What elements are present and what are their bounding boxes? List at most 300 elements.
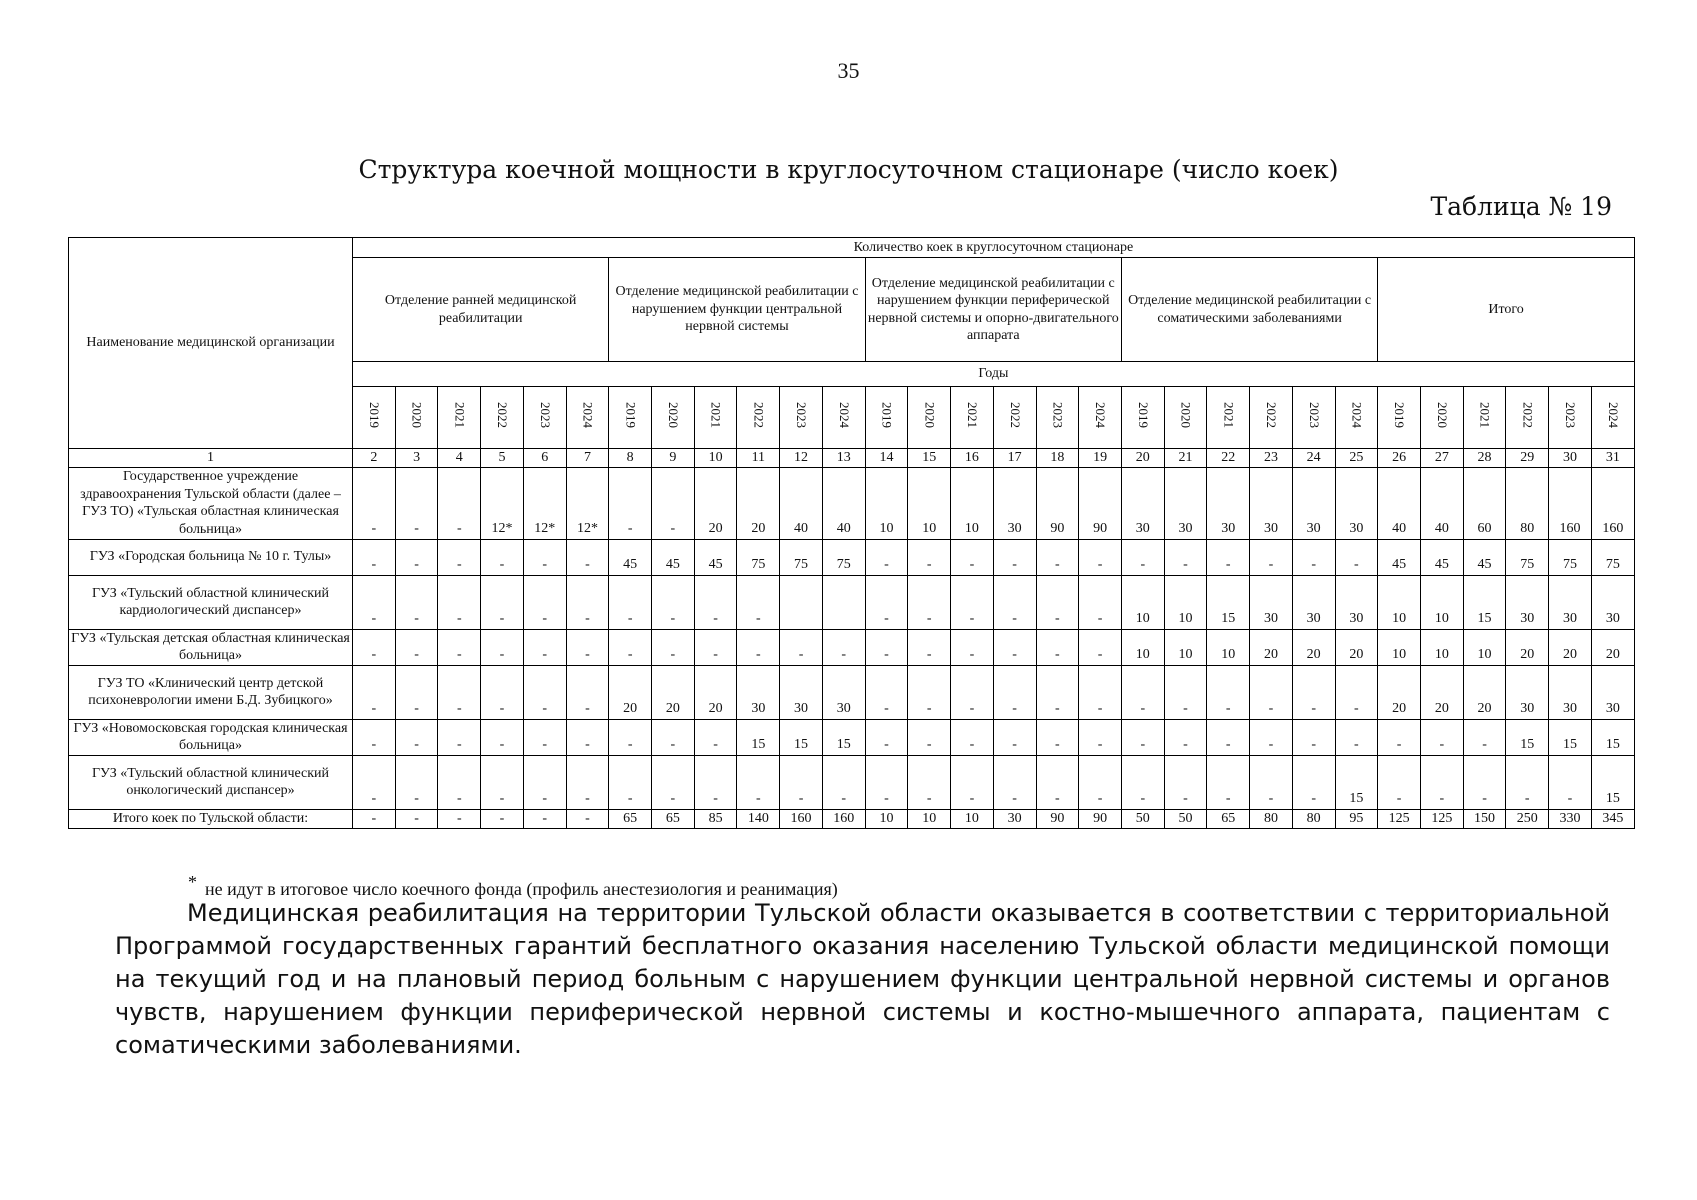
year-header <box>1378 387 1421 449</box>
bed-count: 160 <box>780 809 823 829</box>
bed-count: - <box>481 809 524 829</box>
bed-count: 10 <box>1121 629 1164 665</box>
bed-count: - <box>609 575 652 629</box>
bed-count: - <box>1463 719 1506 755</box>
bed-count: 10 <box>1121 575 1164 629</box>
bed-count: 30 <box>1207 467 1250 539</box>
bed-count: 15 <box>1463 575 1506 629</box>
beds-table <box>68 237 1635 829</box>
bed-count: - <box>353 575 396 629</box>
bed-count: - <box>652 467 695 539</box>
bed-count: 65 <box>1207 809 1250 829</box>
column-number: 27 <box>1420 449 1463 468</box>
bed-count: 80 <box>1250 809 1293 829</box>
bed-count: - <box>1164 755 1207 809</box>
year-label: 2022 <box>1007 401 1023 428</box>
column-number: 21 <box>1164 449 1207 468</box>
column-number: 28 <box>1463 449 1506 468</box>
bed-count: - <box>652 575 695 629</box>
year-header <box>1591 387 1634 449</box>
bed-count: - <box>566 539 609 575</box>
bed-count: 20 <box>1378 665 1421 719</box>
top-header: Количество коек в круглосуточном стационаре <box>353 238 1635 258</box>
column-number: 24 <box>1292 449 1335 468</box>
bed-count: 30 <box>1335 575 1378 629</box>
bed-count: 20 <box>1420 665 1463 719</box>
bed-count: 20 <box>694 665 737 719</box>
year-header <box>1207 387 1250 449</box>
bed-count: - <box>908 755 951 809</box>
bed-count: - <box>566 629 609 665</box>
year-header <box>1250 387 1293 449</box>
year-label: 2020 <box>922 401 938 428</box>
column-number: 30 <box>1549 449 1592 468</box>
bed-count: 90 <box>1079 467 1122 539</box>
bed-count: 15 <box>1207 575 1250 629</box>
table-row <box>69 575 1635 629</box>
bed-count: - <box>780 629 823 665</box>
year-header <box>353 387 396 449</box>
column-number: 5 <box>481 449 524 468</box>
bed-count: 30 <box>1591 575 1634 629</box>
bed-count: - <box>865 575 908 629</box>
column-number: 11 <box>737 449 780 468</box>
bed-count: 10 <box>1420 629 1463 665</box>
year-label: 2019 <box>1392 401 1408 428</box>
bed-count: - <box>1250 755 1293 809</box>
bed-count: 65 <box>652 809 695 829</box>
bed-count: 40 <box>1420 467 1463 539</box>
bed-count <box>822 575 865 629</box>
table-row <box>69 755 1635 809</box>
bed-count: 30 <box>737 665 780 719</box>
column-number: 31 <box>1591 449 1634 468</box>
bed-count: 10 <box>908 467 951 539</box>
bed-count: - <box>523 719 566 755</box>
column-number: 4 <box>438 449 481 468</box>
bed-count: - <box>951 719 994 755</box>
bed-count: - <box>951 629 994 665</box>
bed-count: - <box>1420 755 1463 809</box>
bed-count: 10 <box>865 809 908 829</box>
bed-count: - <box>1079 665 1122 719</box>
bed-count: - <box>1079 629 1122 665</box>
bed-count <box>780 575 823 629</box>
footnote-mark: * <box>188 872 197 892</box>
bed-count: - <box>1036 539 1079 575</box>
bed-count: 75 <box>737 539 780 575</box>
column-number: 13 <box>822 449 865 468</box>
year-label: 2020 <box>1178 401 1194 428</box>
bed-count: - <box>1121 539 1164 575</box>
org-name: Государственное учреждение здравоохранения Тульской области (далее – ГУЗ ТО) «Тульская областная клиническая больница» <box>69 467 353 539</box>
bed-count: 10 <box>951 809 994 829</box>
bed-count: - <box>1036 629 1079 665</box>
bed-count: 40 <box>1378 467 1421 539</box>
group-header: Отделение ранней медицинской реабилитации <box>353 258 609 362</box>
year-header <box>865 387 908 449</box>
bed-count: 75 <box>780 539 823 575</box>
bed-count: 75 <box>1591 539 1634 575</box>
group-header: Итого <box>1378 258 1635 362</box>
year-header <box>951 387 994 449</box>
bed-count: 20 <box>1463 665 1506 719</box>
bed-count: 80 <box>1292 809 1335 829</box>
org-name: ГУЗ «Тульский областной клинический онкологический диспансер» <box>69 755 353 809</box>
bed-count: - <box>481 629 524 665</box>
bed-count: 30 <box>1121 467 1164 539</box>
bed-count: - <box>1378 755 1421 809</box>
bed-count: 30 <box>1549 575 1592 629</box>
bed-count: - <box>1378 719 1421 755</box>
bed-count: - <box>1121 665 1164 719</box>
bed-count: 15 <box>1591 719 1634 755</box>
table-row <box>69 467 1635 539</box>
bed-count: 20 <box>1292 629 1335 665</box>
bed-count: 30 <box>1292 575 1335 629</box>
bed-count: - <box>1079 539 1122 575</box>
bed-count: 12* <box>481 467 524 539</box>
bed-count: 30 <box>1250 575 1293 629</box>
table-row <box>69 719 1635 755</box>
bed-count: - <box>353 809 396 829</box>
column-number: 14 <box>865 449 908 468</box>
year-label: 2019 <box>366 401 382 428</box>
table-row <box>69 665 1635 719</box>
bed-count: - <box>1164 665 1207 719</box>
bed-count: - <box>694 719 737 755</box>
org-name: Итого коек по Тульской области: <box>69 809 353 829</box>
bed-count: 45 <box>609 539 652 575</box>
bed-count: - <box>395 629 438 665</box>
bed-count: - <box>694 575 737 629</box>
year-header <box>1335 387 1378 449</box>
bed-count: - <box>609 629 652 665</box>
bed-count: - <box>993 539 1036 575</box>
bed-count: - <box>1292 719 1335 755</box>
bed-count: - <box>353 755 396 809</box>
column-number: 15 <box>908 449 951 468</box>
year-header <box>1079 387 1122 449</box>
bed-count: 75 <box>1549 539 1592 575</box>
page-number: 35 <box>837 58 860 83</box>
year-label: 2023 <box>1050 401 1066 428</box>
bed-count: - <box>438 575 481 629</box>
bed-count: - <box>523 539 566 575</box>
group-header: Отделение медицинской реабилитации с нарушением функции центральной нервной системы <box>609 258 865 362</box>
year-header <box>737 387 780 449</box>
bed-count: - <box>438 755 481 809</box>
year-header <box>1164 387 1207 449</box>
year-header <box>1036 387 1079 449</box>
bed-count: 50 <box>1121 809 1164 829</box>
bed-count: - <box>1250 719 1293 755</box>
bed-count: - <box>780 755 823 809</box>
bed-count: - <box>1164 719 1207 755</box>
year-header <box>1463 387 1506 449</box>
bed-count: - <box>395 809 438 829</box>
bed-count: - <box>438 629 481 665</box>
bed-count: - <box>993 575 1036 629</box>
year-label: 2021 <box>965 401 981 428</box>
year-header <box>694 387 737 449</box>
year-label: 2024 <box>580 401 596 428</box>
bed-count: 65 <box>609 809 652 829</box>
bed-count: 30 <box>1164 467 1207 539</box>
bed-count: - <box>481 665 524 719</box>
year-header <box>609 387 652 449</box>
bed-count: - <box>609 467 652 539</box>
bed-count: 20 <box>1335 629 1378 665</box>
bed-count: - <box>652 755 695 809</box>
bed-count: 140 <box>737 809 780 829</box>
bed-count: 160 <box>822 809 865 829</box>
year-label: 2022 <box>495 401 511 428</box>
column-number: 10 <box>694 449 737 468</box>
bed-count: - <box>822 755 865 809</box>
bed-count: 10 <box>1378 629 1421 665</box>
bed-count: 30 <box>1506 575 1549 629</box>
bed-count: 15 <box>1506 719 1549 755</box>
bed-count: 30 <box>1591 665 1634 719</box>
bed-count: - <box>908 665 951 719</box>
year-label: 2019 <box>623 401 639 428</box>
bed-count: 15 <box>780 719 823 755</box>
year-header <box>438 387 481 449</box>
year-label: 2023 <box>794 401 810 428</box>
year-label: 2020 <box>409 401 425 428</box>
org-header: Наименование медицинской организации <box>69 238 353 449</box>
year-header <box>1506 387 1549 449</box>
bed-count: - <box>395 539 438 575</box>
body-paragraph: Медицинская реабилитация на территории Тульской области оказывается в соответствии с территориальной Программой государственных гарантий бесплатного оказания населению Тульской области медицинской помощи на текущий год и на плановый период больным с нарушением функции центральной нервной системы и органов чувств, нарушением функции периферической нервной системы и костно-мышечного аппарата, пациентам с соматическими заболеваниями. <box>115 899 1610 1059</box>
bed-count: 90 <box>1036 809 1079 829</box>
column-number: 29 <box>1506 449 1549 468</box>
bed-count: - <box>1121 755 1164 809</box>
bed-count: - <box>1335 665 1378 719</box>
year-header <box>908 387 951 449</box>
bed-count: - <box>1079 575 1122 629</box>
bed-count: 20 <box>1591 629 1634 665</box>
bed-count: 20 <box>652 665 695 719</box>
bed-count: - <box>951 665 994 719</box>
bed-count: - <box>353 467 396 539</box>
bed-count: - <box>1335 539 1378 575</box>
bed-count: 45 <box>694 539 737 575</box>
bed-count: - <box>1250 539 1293 575</box>
bed-count: - <box>438 539 481 575</box>
bed-count: - <box>865 539 908 575</box>
bed-count: 10 <box>865 467 908 539</box>
bed-count: - <box>1036 755 1079 809</box>
bed-count: - <box>566 809 609 829</box>
bed-count: - <box>609 719 652 755</box>
bed-count: 10 <box>1463 629 1506 665</box>
bed-count: - <box>1079 755 1122 809</box>
year-header <box>993 387 1036 449</box>
bed-count: - <box>353 629 396 665</box>
group-header: Отделение медицинской реабилитации с соматическими заболеваниями <box>1121 258 1377 362</box>
org-name: ГУЗ ТО «Клинический центр детской психоневрологии имени Б.Д. Зубицкого» <box>69 665 353 719</box>
bed-count: 20 <box>1506 629 1549 665</box>
bed-count: - <box>438 809 481 829</box>
year-header <box>481 387 524 449</box>
bed-count: - <box>1121 719 1164 755</box>
org-name: ГУЗ «Тульская детская областная клиническая больница» <box>69 629 353 665</box>
bed-count: - <box>353 719 396 755</box>
bed-count: 30 <box>1335 467 1378 539</box>
year-label: 2023 <box>537 401 553 428</box>
bed-count: 80 <box>1506 467 1549 539</box>
column-number: 18 <box>1036 449 1079 468</box>
bed-count: - <box>993 719 1036 755</box>
column-number: 6 <box>523 449 566 468</box>
column-number: 8 <box>609 449 652 468</box>
bed-count: 10 <box>1207 629 1250 665</box>
org-name: ГУЗ «Новомосковская городская клиническая больница» <box>69 719 353 755</box>
bed-count: 12* <box>523 467 566 539</box>
year-header <box>395 387 438 449</box>
bed-count: - <box>1506 755 1549 809</box>
bed-count: 30 <box>1506 665 1549 719</box>
column-number: 1 <box>69 449 353 468</box>
bed-count: - <box>1207 719 1250 755</box>
bed-count: - <box>908 539 951 575</box>
year-label: 2024 <box>836 401 852 428</box>
year-label: 2023 <box>1306 401 1322 428</box>
bed-count: - <box>481 719 524 755</box>
year-label: 2020 <box>666 401 682 428</box>
bed-count: - <box>1036 719 1079 755</box>
year-label: 2021 <box>452 401 468 428</box>
bed-count: - <box>993 665 1036 719</box>
bed-count: 15 <box>737 719 780 755</box>
bed-count: 30 <box>1292 467 1335 539</box>
bed-count: - <box>1549 755 1592 809</box>
bed-count: 95 <box>1335 809 1378 829</box>
bed-count: - <box>737 575 780 629</box>
bed-count: 10 <box>1420 575 1463 629</box>
bed-count: 30 <box>993 467 1036 539</box>
year-label: 2022 <box>1520 401 1536 428</box>
bed-count: - <box>353 665 396 719</box>
bed-count: - <box>438 719 481 755</box>
bed-count: 10 <box>1164 575 1207 629</box>
bed-count: - <box>737 629 780 665</box>
year-label: 2023 <box>1563 401 1579 428</box>
bed-count: - <box>481 755 524 809</box>
bed-count: 150 <box>1463 809 1506 829</box>
bed-count: - <box>523 575 566 629</box>
bed-count: 45 <box>1463 539 1506 575</box>
bed-count: - <box>993 755 1036 809</box>
bed-count: 250 <box>1506 809 1549 829</box>
column-number: 7 <box>566 449 609 468</box>
column-number: 3 <box>395 449 438 468</box>
bed-count: 45 <box>1378 539 1421 575</box>
bed-count: - <box>908 719 951 755</box>
bed-count: 30 <box>993 809 1036 829</box>
column-number: 2 <box>353 449 396 468</box>
table-row <box>69 629 1635 665</box>
bed-count: 125 <box>1420 809 1463 829</box>
bed-count: - <box>865 665 908 719</box>
bed-count: - <box>481 575 524 629</box>
bed-count: 45 <box>652 539 695 575</box>
bed-count: 160 <box>1591 467 1634 539</box>
year-label: 2024 <box>1093 401 1109 428</box>
bed-count: - <box>566 665 609 719</box>
bed-count: - <box>865 755 908 809</box>
table-row <box>69 539 1635 575</box>
bed-count: - <box>822 629 865 665</box>
group-header: Отделение медицинской реабилитации с нарушением функции периферической нервной системы и опорно-двигательного аппарата <box>865 258 1121 362</box>
bed-count: - <box>395 575 438 629</box>
bed-count: - <box>652 719 695 755</box>
bed-count: - <box>694 755 737 809</box>
bed-count: - <box>1207 755 1250 809</box>
bed-count: - <box>566 575 609 629</box>
bed-count: 15 <box>822 719 865 755</box>
bed-count: - <box>951 575 994 629</box>
bed-count: - <box>438 665 481 719</box>
bed-count: - <box>481 539 524 575</box>
bed-count: 160 <box>1549 467 1592 539</box>
bed-count: - <box>1420 719 1463 755</box>
year-header <box>1420 387 1463 449</box>
bed-count: 40 <box>780 467 823 539</box>
bed-count: - <box>1207 539 1250 575</box>
bed-count: - <box>1335 719 1378 755</box>
year-header <box>1121 387 1164 449</box>
bed-count: - <box>908 575 951 629</box>
bed-count: - <box>523 629 566 665</box>
year-header <box>566 387 609 449</box>
column-number: 19 <box>1079 449 1122 468</box>
year-label: 2024 <box>1349 401 1365 428</box>
bed-count: 20 <box>609 665 652 719</box>
bed-count: - <box>566 719 609 755</box>
bed-count: 30 <box>1250 467 1293 539</box>
table-title: Структура коечной мощности в круглосуточном стационаре (число коек) <box>358 155 1339 184</box>
year-header <box>1292 387 1335 449</box>
org-name: ГУЗ «Городская больница № 10 г. Тулы» <box>69 539 353 575</box>
bed-count: 330 <box>1549 809 1592 829</box>
bed-count: - <box>523 755 566 809</box>
bed-count: 60 <box>1463 467 1506 539</box>
footnote <box>188 872 838 900</box>
year-header <box>652 387 695 449</box>
bed-count: - <box>1292 665 1335 719</box>
column-number: 23 <box>1250 449 1293 468</box>
year-label: 2021 <box>708 401 724 428</box>
bed-count: 30 <box>822 665 865 719</box>
bed-count: - <box>1463 755 1506 809</box>
bed-count: 90 <box>1079 809 1122 829</box>
bed-count: 15 <box>1335 755 1378 809</box>
bed-count: 30 <box>1549 665 1592 719</box>
year-label: 2020 <box>1434 401 1450 428</box>
bed-count: - <box>737 755 780 809</box>
year-header <box>822 387 865 449</box>
bed-count: - <box>993 629 1036 665</box>
bed-count: - <box>353 539 396 575</box>
column-number: 12 <box>780 449 823 468</box>
bed-count: - <box>1207 665 1250 719</box>
bed-count: 90 <box>1036 467 1079 539</box>
bed-count: 75 <box>1506 539 1549 575</box>
bed-count: 20 <box>737 467 780 539</box>
